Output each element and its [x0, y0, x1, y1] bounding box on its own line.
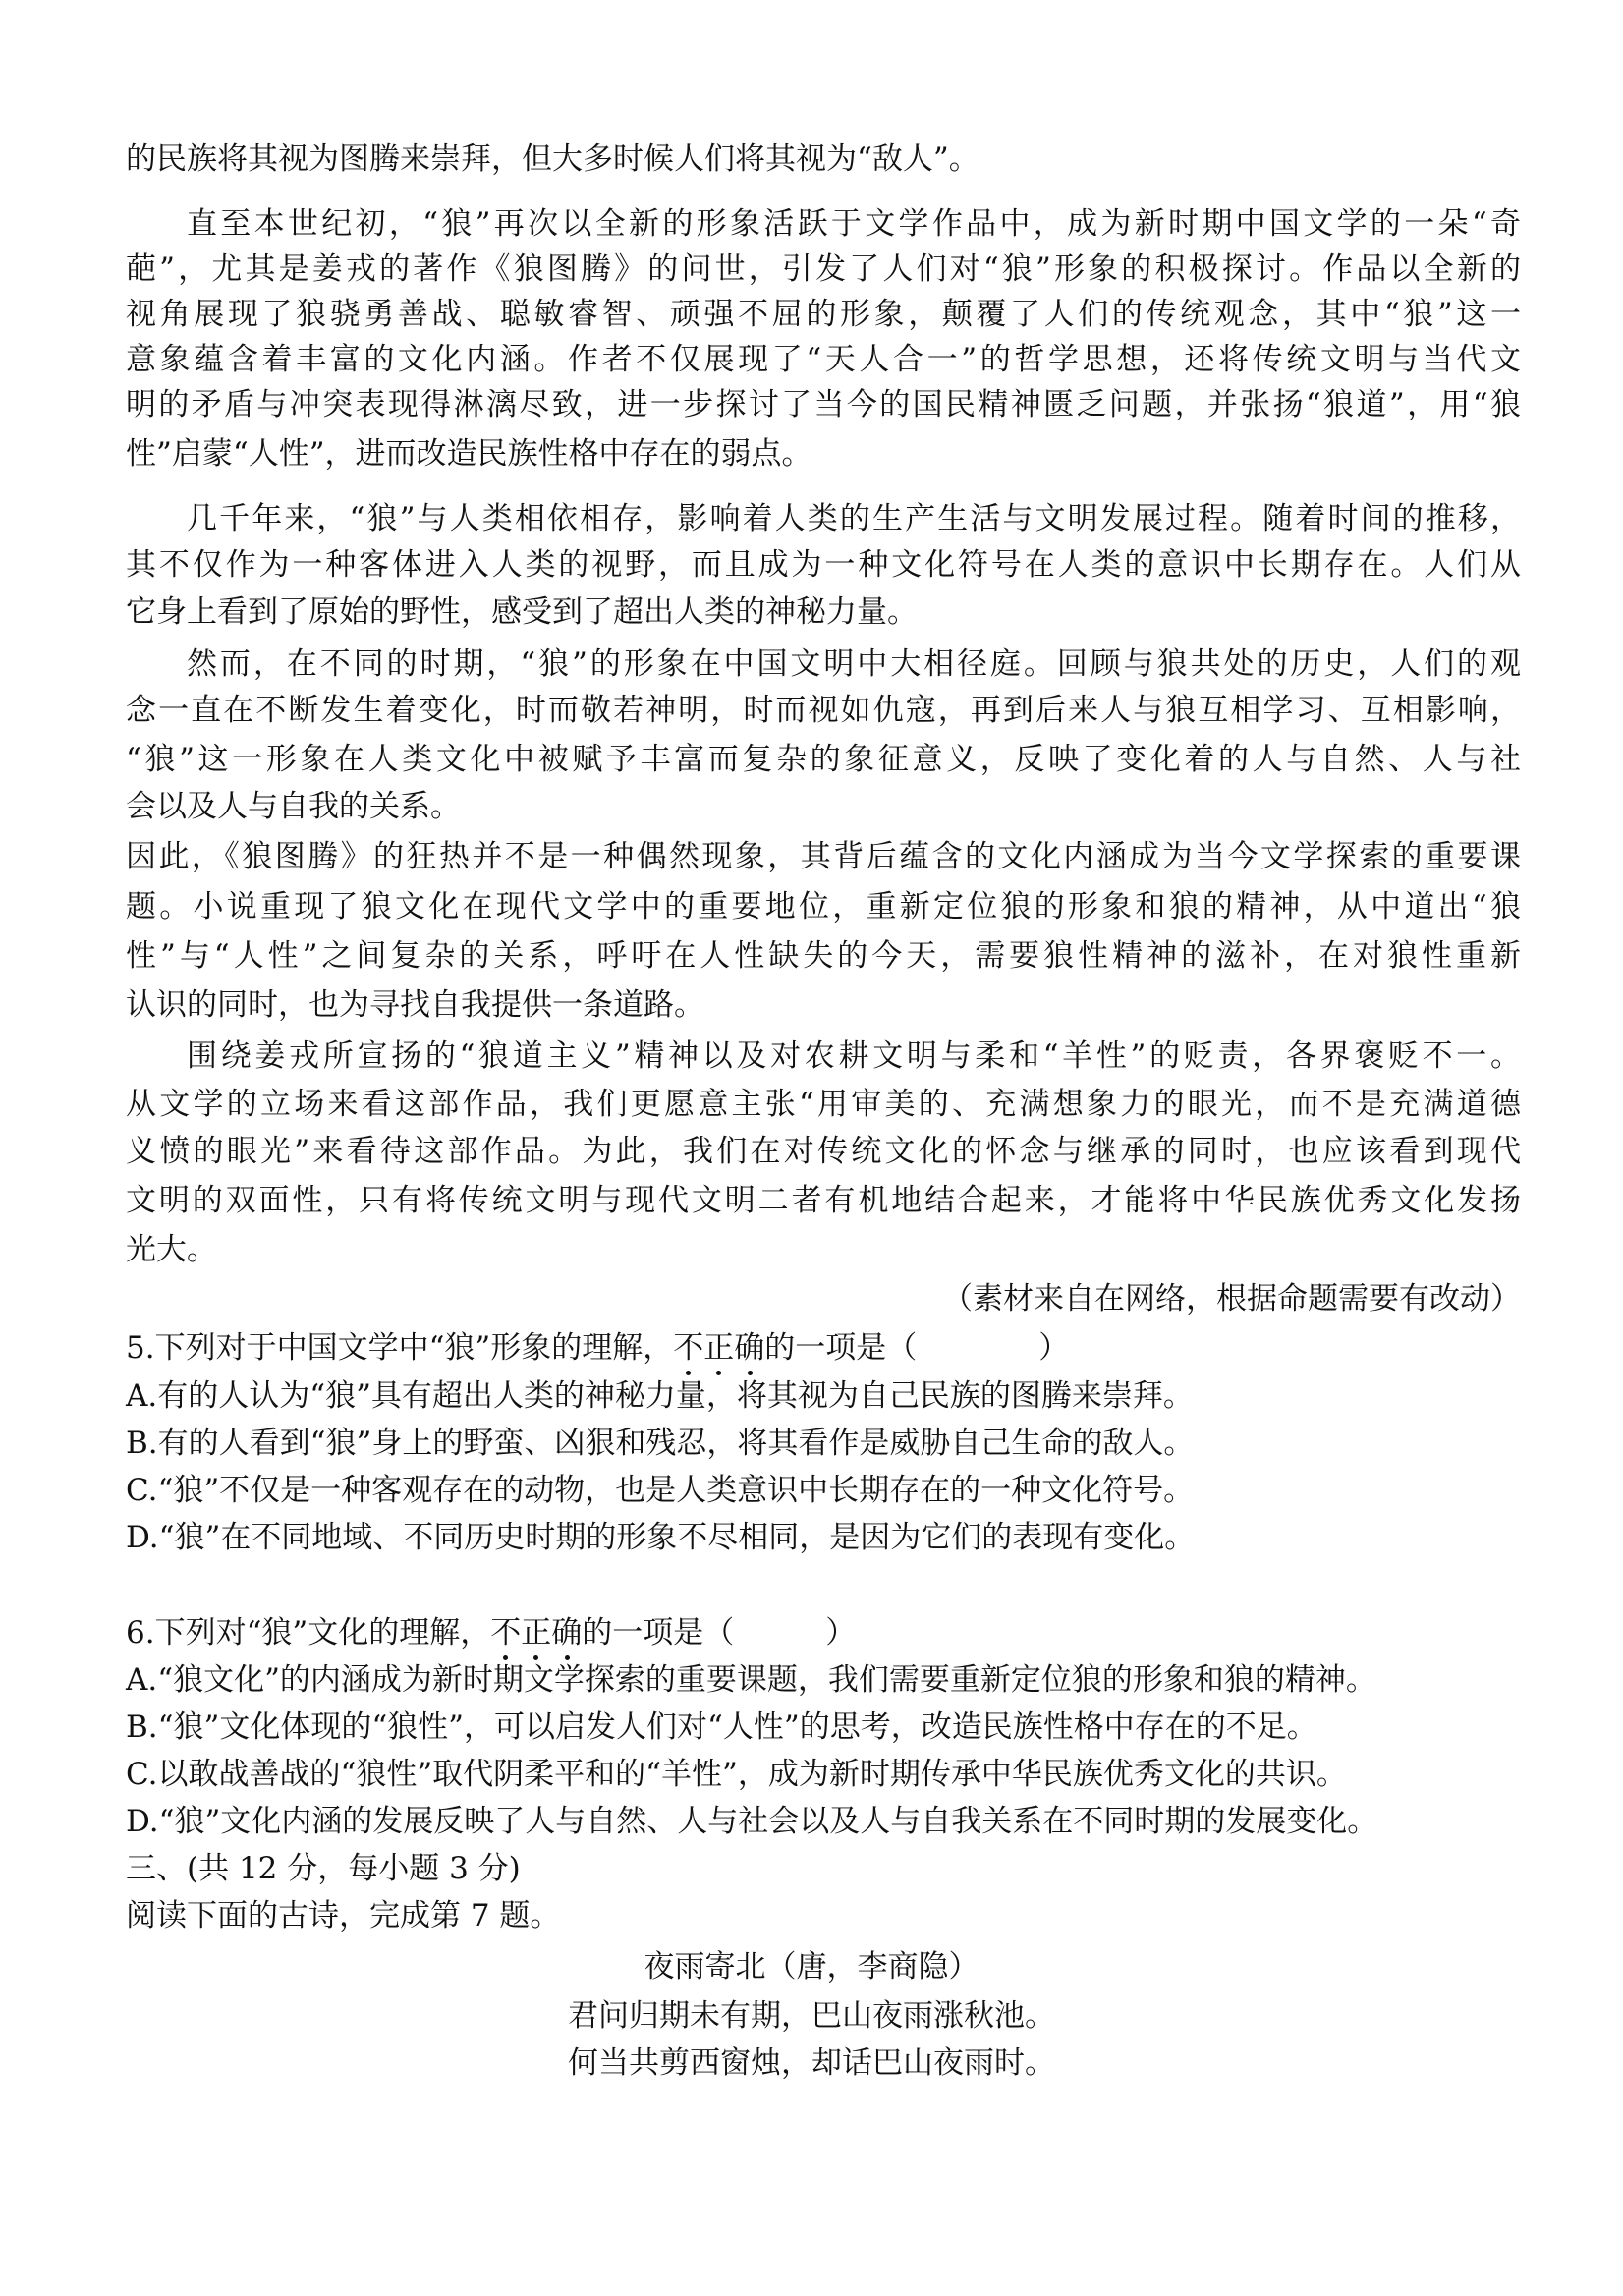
question-6-option[interactable]: C.以敢战善战的“狼性”取代阴柔平和的“羊性”，成为新时期传承中华民族优秀文化的共识。: [126, 1757, 1347, 1792]
passage-line: 意象蕴含着丰富的文化内涵。作者不仅展现了“天人合一”的哲学思想，还将传统文明与当代文: [126, 342, 1521, 377]
stem-text: 5.下列对于中国文学中“狼”形象的理解，: [126, 1330, 674, 1366]
source-note: （素材来自在网络，根据命题需要有改动）: [942, 1281, 1521, 1316]
passage-line: 光大。: [126, 1232, 217, 1267]
emphasis-word: 不正确: [490, 1615, 583, 1651]
passage-line: 其不仅作为一种客体进入人类的视野，而且成为一种文化符号在人类的意识中长期存在。人们从: [126, 547, 1521, 583]
question-5-option[interactable]: A.有的人认为“狼”具有超出人类的神秘力量，将其视为自己民族的图腾来崇拜。: [126, 1378, 1194, 1414]
section-instruction: 阅读下面的古诗，完成第 7 题。: [126, 1898, 561, 1933]
passage-line: 葩”，尤其是姜戎的著作《狼图腾》的问世，引发了人们对“狼”形象的积极探讨。作品以全新的: [126, 252, 1521, 287]
question-6-stem: [126, 1613, 856, 1652]
question-6-option[interactable]: A.“狼文化”的内涵成为新时期文学探索的重要课题，我们需要重新定位狼的形象和狼的精神。: [126, 1662, 1376, 1698]
passage-line: 视角展现了狼骁勇善战、聪敏睿智、顽强不屈的形象，颠覆了人们的传统观念，其中“狼”这一: [126, 297, 1521, 332]
emphasis-text: [673, 1328, 764, 1368]
question-5-option[interactable]: B.有的人看到“狼”身上的野蛮、凶狠和残忍，将其看作是威胁自己生命的敌人。: [126, 1426, 1195, 1461]
emphasis-word: 不正确: [673, 1330, 765, 1366]
emphasis-dot: [686, 1371, 691, 1375]
passage-line: 认识的同时，也为寻找自我提供一条道路。: [126, 987, 704, 1023]
passage-line: 文明的双面性，只有将传统文明与现代文明二者有机地结合起来，才能将中华民族优秀文化发扬: [126, 1183, 1521, 1218]
passage-line: 会以及人与自我的关系。: [126, 789, 461, 824]
passage-line: 它身上看到了原始的野性，感受到了超出人类的神秘力量。: [126, 594, 918, 630]
passage-line: 性”与“人性”之间复杂的关系，呼吁在人性缺失的今天，需要狼性精神的滋补，在对狼性重新: [126, 938, 1521, 974]
passage-line: 念一直在不断发生着变化，时而敬若神明，时而视如仇寇，再到后来人与狼互相学习、互相影响，: [126, 693, 1521, 728]
passage-line: 从文学的立场来看这部作品，我们更愿意主张“用审美的、充满想象力的眼光，而不是充满道德: [126, 1087, 1521, 1122]
poem-line: 何当共剪西窗烛，却话巴山夜雨时。: [568, 2045, 1055, 2081]
emphasis-text: [490, 1613, 582, 1652]
poem-line: 君问归期未有期，巴山夜雨涨秋池。: [568, 1998, 1055, 2034]
question-5-option[interactable]: D.“狼”在不同地域、不同历史时期的形象不尽相同，是因为它们的表现有变化。: [126, 1520, 1196, 1555]
stem-text: 的一项是（ ）: [764, 1330, 1070, 1366]
poem-title: 夜雨寄北（唐，李商隐）: [644, 1949, 979, 1985]
question-6-option[interactable]: B.“狼”文化体现的“狼性”，可以启发人们对“人性”的思考，改造民族性格中存在的不足。: [126, 1709, 1317, 1745]
question-6-option[interactable]: D.“狼”文化内涵的发展反映了人与自然、人与社会以及人与自我关系在不同时期的发展变化。: [126, 1804, 1378, 1839]
passage-line: 直至本世纪初，“狼”再次以全新的形象活跃于文学作品中，成为新时期中国文学的一朵“奇: [187, 206, 1521, 242]
emphasis-dot: [748, 1371, 753, 1375]
stem-text: 的一项是（ ）: [582, 1615, 857, 1651]
stem-text: 6.下列对“狼”文化的理解，: [126, 1615, 491, 1651]
passage-line: 围绕姜戎所宣扬的“狼道主义”精神以及对农耕文明与柔和“羊性”的贬责，各界褒贬不一。: [187, 1038, 1521, 1074]
question-5-option[interactable]: C.“狼”不仅是一种客观存在的动物，也是人类意识中长期存在的一种文化符号。: [126, 1473, 1195, 1508]
passage-line: 义愤的眼光”来看待这部作品。为此，我们在对传统文化的怀念与继承的同时，也应该看到现代: [126, 1134, 1521, 1169]
emphasis-dot: [716, 1371, 721, 1375]
passage-line: 性”启蒙“人性”，进而改造民族性格中存在的弱点。: [126, 436, 812, 472]
passage-line: “狼”这一形象在人类文化中被赋予丰富而复杂的象征意义，反映了变化着的人与自然、人与社: [126, 742, 1521, 777]
passage-line: 题。小说重现了狼文化在现代文学中的重要地位，重新定位狼的形象和狼的精神，从中道出“狼: [126, 889, 1521, 924]
passage-line: 的民族将其视为图腾来崇拜，但大多时候人们将其视为“敌人”。: [126, 141, 979, 177]
passage-line: 明的矛盾与冲突表现得淋漓尽致，进一步探讨了当今的国民精神匮乏问题，并张扬“狼道”，用“狼: [126, 387, 1521, 422]
section-heading: 三、(共 12 分，每小题 3 分): [126, 1851, 521, 1886]
passage-line: 因此，《狼图腾》的狂热并不是一种偶然现象，其背后蕴含的文化内涵成为当今文学探索的重要课: [126, 839, 1521, 874]
passage-line: 几千年来，“狼”与人类相依相存，影响着人类的生产生活与文明发展过程。随着时间的推移，: [187, 501, 1521, 536]
question-5-stem: [126, 1328, 1069, 1368]
passage-line: 然而，在不同的时期，“狼”的形象在中国文明中大相径庭。回顾与狼共处的历史，人们的观: [187, 646, 1521, 682]
